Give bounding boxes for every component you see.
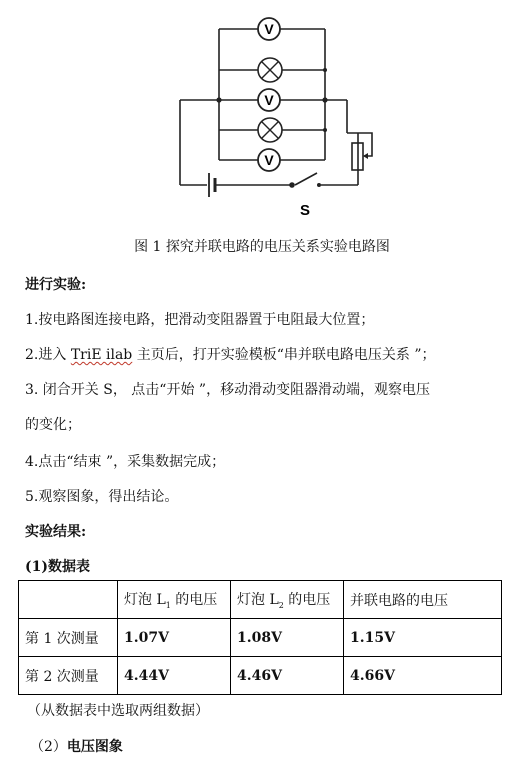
voltmeter-middle xyxy=(258,89,280,111)
junction-dot xyxy=(323,128,327,132)
switch-contact xyxy=(289,182,295,188)
switch-label: S xyxy=(299,202,311,219)
table-cell: 1.08V xyxy=(231,619,344,657)
junction-dot xyxy=(216,97,221,102)
voltmeter-label: V xyxy=(264,152,274,168)
step-2-prefix: 2.进入 xyxy=(25,347,71,363)
junction-dot xyxy=(323,68,327,72)
step-2 xyxy=(25,344,435,364)
table-cell: 1.15V xyxy=(344,619,502,657)
table-header-cell: 灯泡 $L_2$ 的电压 xyxy=(231,581,344,619)
table-row xyxy=(19,619,502,657)
graph-title-text: 电压图象 xyxy=(66,739,123,755)
voltmeter-top xyxy=(258,18,280,40)
figure-caption: 图 1 探究并联电路的电压关系实验电路图 xyxy=(134,239,390,255)
junction-dot xyxy=(322,97,327,102)
step-5: 5.观察图象，得出结论。 xyxy=(25,489,179,505)
table-header-cell: 灯泡 $L_1$ 的电压 xyxy=(118,581,231,619)
voltmeter-label: V xyxy=(264,92,274,108)
switch-contact xyxy=(317,183,321,187)
table-row xyxy=(19,657,502,695)
step-1: 1.按电路图连接电路，把滑动变阻器置于电阻最大位置； xyxy=(25,312,375,328)
lamp-2-icon xyxy=(258,118,282,142)
voltmeter-label: V xyxy=(264,21,274,37)
table-note: （从数据表中选取两组数据） xyxy=(27,703,209,719)
graph-title-number: （2） xyxy=(30,739,67,755)
step-3-continued: 的变化； xyxy=(25,417,81,433)
voltmeter-bottom xyxy=(258,149,280,171)
table-title: (1)数据表 xyxy=(25,559,90,575)
data-table xyxy=(18,580,502,695)
table-cell: 第 1 次测量 xyxy=(19,619,118,657)
results-title: 实验结果: xyxy=(25,524,87,540)
table-cell: 4.66V xyxy=(344,657,502,695)
switch-lever xyxy=(295,173,317,185)
table-cell: 4.46V xyxy=(231,657,344,695)
table-cell: 4.44V xyxy=(118,657,231,695)
rheostat-slider-wire xyxy=(347,133,372,156)
section-title: 进行实验: xyxy=(25,277,87,293)
graph-title xyxy=(30,736,123,756)
step-2-suffix: 主页后，打开实验模板“串并联电路电压关系 ”； xyxy=(132,347,436,363)
lamp-1-icon xyxy=(258,58,282,82)
circuit-diagram xyxy=(165,15,385,220)
table-header-cell: 并联电路的电压 xyxy=(344,581,502,619)
step-4: 4.点击“结束 ”，采集数据完成； xyxy=(25,454,226,470)
step-2-software-name: TriE ilab xyxy=(70,347,133,363)
table-cell: 1.07V xyxy=(118,619,231,657)
table-header-cell xyxy=(19,581,118,619)
step-3: 3. 闭合开关 S， 点击“开始 ”，移动滑动变阻器滑动端，观察电压 xyxy=(25,382,431,398)
table-header-row xyxy=(19,581,502,619)
table-cell: 第 2 次测量 xyxy=(19,657,118,695)
